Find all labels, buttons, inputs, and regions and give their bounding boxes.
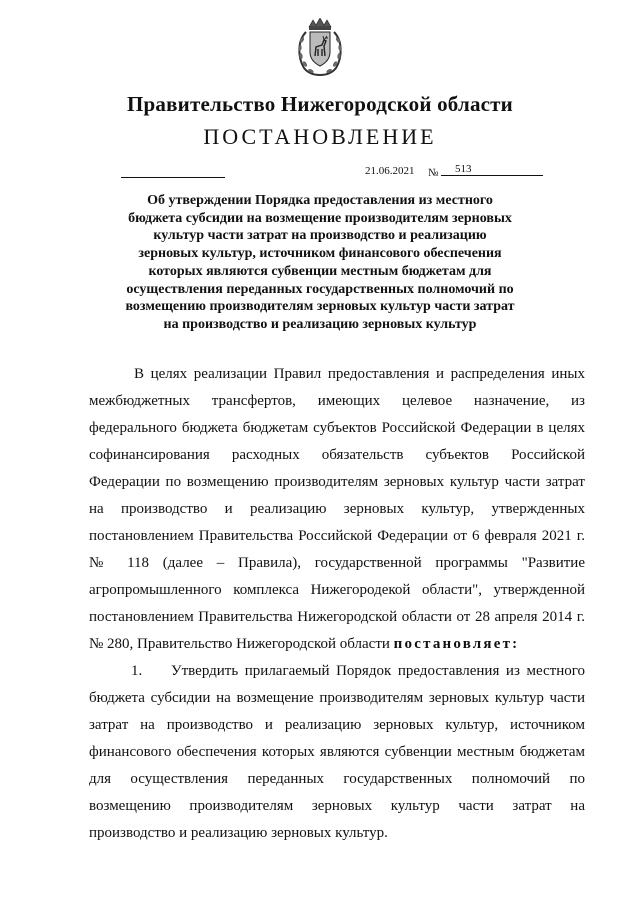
government-title: Правительство Нижегородской области [127, 92, 513, 116]
subject-line: бюджета субсидии на возмещение производителям зерновых [128, 210, 512, 226]
preamble-text: В целях реализации Правил предоставления и распределения иных межбюджетных трансфертов, имеющих целевое назначение, из федерального бюджета бюджетам субъектов Российской Федерации в целях софинансирования расходных обязательств субъектов Российской Федерации по возмещению производителям зерновых культур части затрат на производство и реализацию зерновых культур, утвержденных постановлением Правительства Российской Федерации от 6 февраля 2021 г. № 118 (далее – Правила), государственной программы "Развитие агропромышленного комплекса Нижегородекой области", утвержденной постановлением Правительства Нижегородской области от 28 апреля 2014 г. № 280, Правительство Нижегородской области [89, 366, 585, 652]
signature-line [121, 177, 225, 178]
decree-word: постановляет: [393, 636, 520, 652]
coat-of-arms-icon [296, 18, 344, 76]
document-body [89, 361, 585, 847]
subject-line: которых являются субвенции местным бюджетам для [148, 263, 492, 279]
item-1-text: Утвердить прилагаемый Порядок предоставления из местного бюджета субсидии на возмещение производителям зерновых культур части затрат на производство и реализацию зерновых культур, источником финансового обеспечения которых являются субвенции местным бюджетам для осуществления переданных государственных полномочий по возмещению производителям зерновых культур части затрат на производство и реализацию зерновых культур. [89, 663, 585, 841]
subject-line: возмещению производителям зерновых культур части затрат [125, 299, 515, 315]
preamble-paragraph [89, 361, 585, 658]
subject-line: Об утверждении Порядка предоставления из местного [147, 193, 493, 208]
item-number: 1. [131, 663, 143, 679]
document-subject [110, 192, 530, 334]
subject-line: культур части затрат на производство и реализацию [153, 228, 487, 244]
item-1-paragraph [89, 658, 585, 847]
subject-line: на производство и реализацию зерновых культур [163, 316, 477, 332]
document-date: 21.06.2021 [365, 165, 415, 177]
number-sign: № [428, 167, 439, 179]
subject-line: зерновых культур, источником финансового обеспечения [138, 246, 502, 262]
document-number: 513 [441, 163, 543, 176]
document-type: ПОСТАНОВЛЕНИЕ [203, 124, 437, 149]
subject-line: осуществления переданных государственных полномочий по [126, 281, 514, 297]
